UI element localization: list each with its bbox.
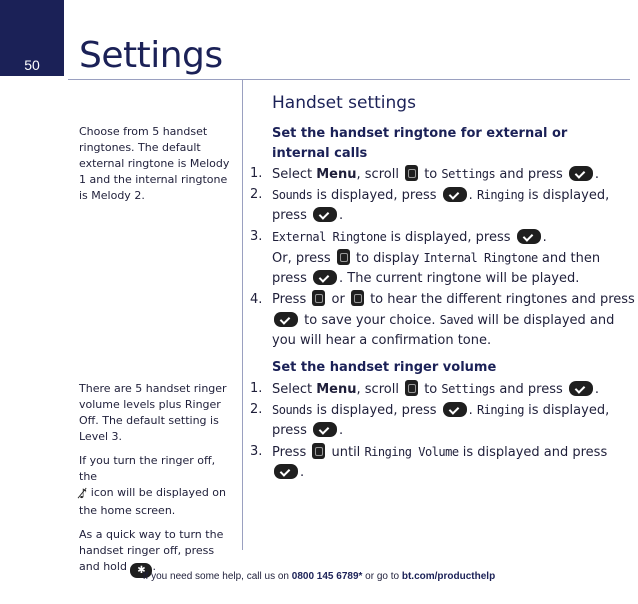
ok-key-icon [313, 270, 337, 285]
ok-key-icon [569, 166, 593, 181]
scroll-key-icon [312, 443, 325, 459]
ringtone-step-1: 1. Select Menu, scroll to Settings and press . [250, 166, 600, 182]
ringtone-heading: Set the handset ringtone for external or internal calls [272, 126, 568, 161]
help-url: bt.com/producthelp [401, 571, 496, 582]
volume-step-3: 3. Press until Ringing Volume is displayed and press . [250, 444, 608, 480]
volume-step-2: 2. Sounds is displayed, press . Ringing is displayed, press . [250, 402, 610, 438]
ringer-off-note: If you turn the ringer off, the ♪̸ icon will be displayed on the home screen. [79, 454, 227, 517]
section-title: Handset settings [272, 93, 416, 113]
ok-key-icon [313, 207, 337, 222]
header-divider [68, 79, 630, 80]
footer-help-line: If you need some help, call us on 0800 145 6789* or go to bt.com/producthelp [142, 571, 496, 582]
column-divider [242, 80, 243, 550]
ok-key-icon [443, 402, 467, 417]
ok-key-icon [443, 187, 467, 202]
ok-key-icon [517, 229, 541, 244]
sidebar-note-volume [79, 381, 234, 586]
ringtones-note: Choose from 5 handset ringtones. The default external ringtone is Melody 1 and the internal ringtone is Melody 2. [79, 125, 230, 202]
ok-key-icon [569, 381, 593, 396]
scroll-up-key-icon [312, 290, 325, 306]
ringtone-step-4: 4. Press or to hear the different ringtones and press to save your choice. Saved will be displayed and you will hear a confirmation tone. [250, 292, 635, 348]
quick-off-note: As a quick way to turn the handset ringer off, press and hold ✱ . [79, 528, 224, 576]
volume-levels-note: There are 5 handset ringer volume levels plus Ringer Off. The default setting is Level 3. [79, 382, 227, 443]
scroll-key-icon [405, 380, 418, 396]
scroll-down-key-icon [351, 290, 364, 306]
scroll-key-icon [405, 165, 418, 181]
page-number: 50 [24, 57, 40, 73]
page-title: Settings [79, 35, 223, 76]
page-number-tab [0, 0, 64, 76]
ok-key-icon [274, 312, 298, 327]
sidebar-note-ringtones [79, 124, 234, 212]
volume-heading: Set the handset ringer volume [272, 360, 497, 375]
ringtone-step-2: 2. Sounds is displayed, press . Ringing is displayed, press . [250, 187, 610, 223]
ringtone-step-3: 3. External Ringtone is displayed, press . Or, press to display Internal Ringtone and then press . The current ringtone will be played. [250, 229, 601, 286]
ok-key-icon [313, 422, 337, 437]
scroll-key-icon [337, 249, 350, 265]
star-key-icon: ✱ [130, 563, 152, 578]
help-phone: 0800 145 6789* [291, 571, 363, 582]
note-off-icon: ♪̸ [79, 487, 88, 502]
ok-key-icon [274, 464, 298, 479]
volume-step-1: 1. Select Menu, scroll to Settings and press . [250, 381, 600, 397]
